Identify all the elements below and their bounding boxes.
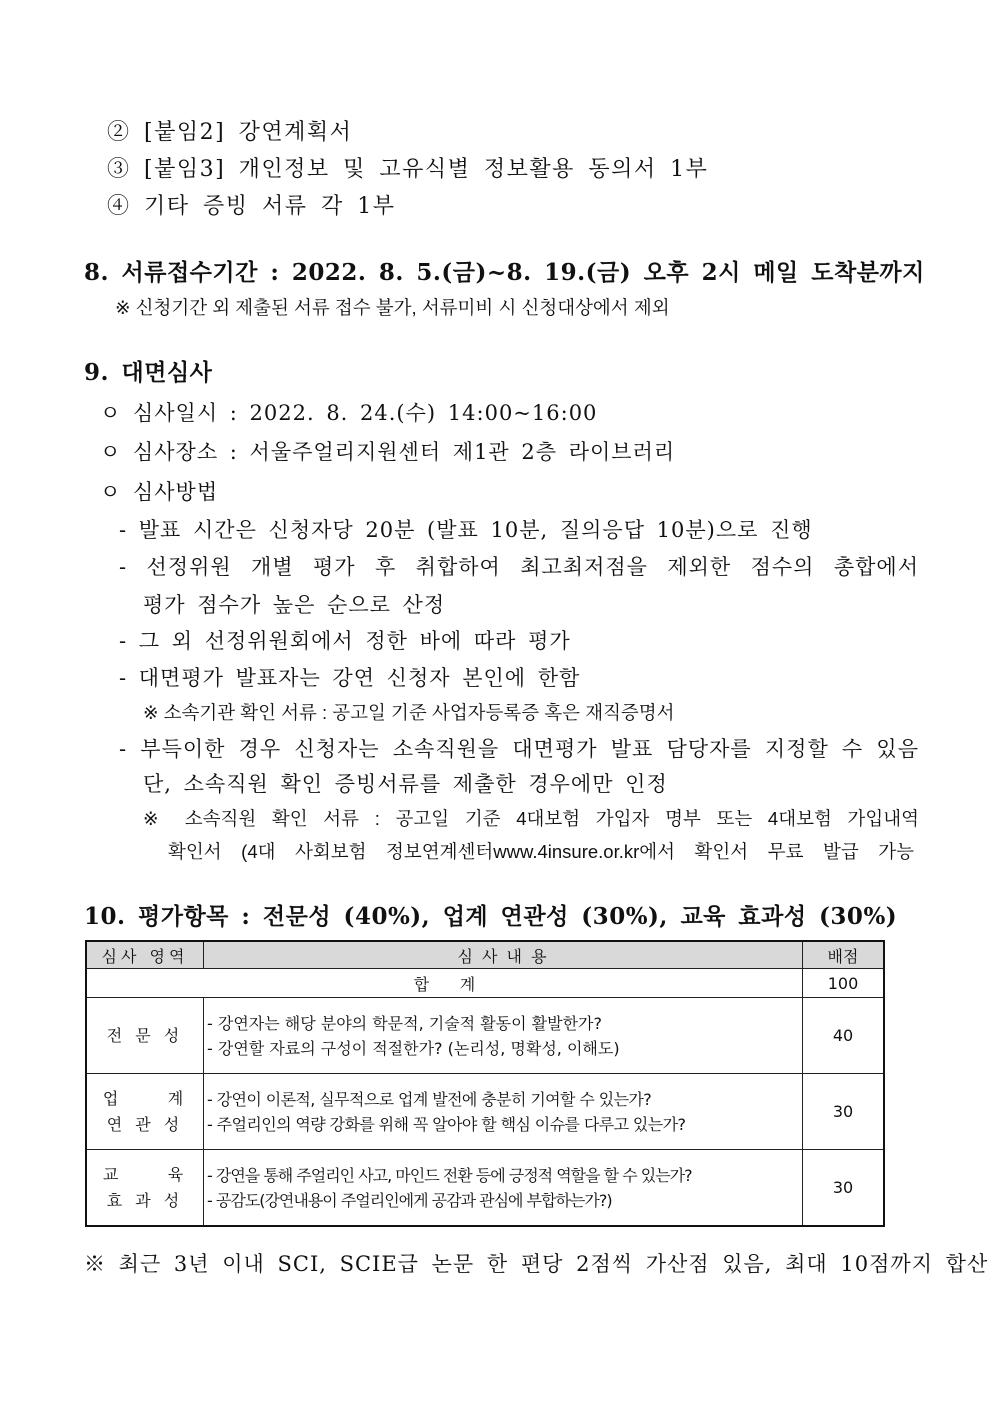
bonus-footnote: ※ 최근 3년 이내 SCI, SCIE급 논문 한 편당 2점씩 가산점 있음, 최대 10점까지 합산 [84, 1252, 989, 1276]
total-label: 합 계 [86, 969, 803, 998]
content-cell [204, 1150, 803, 1227]
header-content: 심 사 내 용 [204, 941, 803, 969]
section-8-note: ※ 신청기간 외 제출된 서류 접수 불가, 서류미비 시 신청대상에서 제외 [115, 297, 670, 318]
score-cell: 40 [803, 998, 885, 1074]
method-item: - 대면평가 발표자는 강연 신청자 본인에 한함 [119, 666, 581, 690]
content-line: - 강연자는 해당 분야의 학문적, 기술적 활동이 활발한가? [207, 1013, 602, 1033]
content-line: - 강연할 자료의 구성이 적절한가? (논리성, 명확성, 이해도) [207, 1038, 620, 1058]
method-note: ※ 소속기관 확인 서류 : 공고일 기준 사업자등록증 혹은 재직증명서 [143, 702, 675, 723]
table-row [86, 1074, 884, 1150]
review-date: ㅇ 심사일시 : 2022. 8. 24.(수) 14:00~16:00 [100, 401, 598, 425]
area-cell [86, 998, 204, 1074]
method-item: - 부득이한 경우 신청자는 소속직원을 대면평가 발표 담당자를 지정할 수 있음 [119, 737, 919, 761]
content-line: - 주얼리인의 역량 강화를 위해 꼭 알아야 할 핵심 이슈를 다루고 있는가? [207, 1114, 686, 1134]
area-label: 교 육 [102, 1164, 188, 1184]
score-cell: 30 [803, 1074, 885, 1150]
review-method: ㅇ 심사방법 [100, 480, 219, 504]
method-item-continuation: 단, 소속직원 확인 증빙서류를 제출한 경우에만 인정 [143, 772, 668, 796]
area-label: 업 계 [102, 1088, 188, 1108]
method-item-continuation: 평가 점수가 높은 순으로 산정 [143, 593, 446, 617]
section-9-heading: 9. 대면심사 [84, 359, 213, 386]
method-item: - 선정위원 개별 평가 후 취합하여 최고최저점을 제외한 점수의 총합에서 [119, 555, 919, 579]
area-label: 효 과 성 [106, 1190, 184, 1210]
area-label: 연 관 성 [106, 1114, 184, 1134]
score-cell: 30 [803, 1150, 885, 1227]
section-8-heading: 8. 서류접수기간 : 2022. 8. 5.(금)~8. 19.(금) 오후 2시 메일 도착분까지 [84, 259, 925, 286]
content-cell [204, 998, 803, 1074]
total-score: 100 [803, 969, 885, 998]
section-10-heading: 10. 평가항목 : 전문성 (40%), 업계 연관성 (30%), 교육 효과성 (30%) [84, 903, 898, 930]
attachment-item: ③ [붙임3] 개인정보 및 고유식별 정보활용 동의서 1부 [107, 157, 709, 182]
method-note-continuation: 확인서 (4대 사회보험 정보연계센터www.4insure.or.kr에서 확인서 무료 발급 가능 [168, 841, 914, 862]
content-line: - 강연이 이론적, 실무적으로 업계 발전에 충분히 기여할 수 있는가? [207, 1089, 652, 1109]
area-cell [86, 1074, 204, 1150]
area-label: 전 문 성 [106, 1025, 184, 1045]
total-row [86, 969, 884, 998]
header-area: 심사 영역 [86, 941, 204, 969]
header-score: 배점 [803, 941, 885, 969]
table-row [86, 998, 884, 1074]
content-cell [204, 1074, 803, 1150]
table-header-row [86, 941, 884, 969]
attachment-item: ④ 기타 증빙 서류 각 1부 [107, 194, 396, 219]
method-item: - 발표 시간은 신청자당 20분 (발표 10분, 질의응답 10분)으로 진행 [119, 518, 813, 542]
method-item: - 그 외 선정위원회에서 정한 바에 따라 평가 [119, 629, 571, 653]
area-cell [86, 1150, 204, 1227]
evaluation-table [85, 940, 885, 1227]
content-line: - 강연을 통해 주얼리인 사고, 마인드 전환 등에 긍정적 역할을 할 수 있는가? [207, 1165, 692, 1185]
content-line: - 공감도(강연내용이 주얼리인에게 공감과 관심에 부합하는가?) [207, 1190, 612, 1210]
review-place: ㅇ 심사장소 : 서울주얼리지원센터 제1관 2층 라이브러리 [100, 440, 676, 464]
method-note: ※ 소속직원 확인 서류 : 공고일 기준 4대보험 가입자 명부 또는 4대보험 가입내역 [143, 808, 919, 829]
attachment-item: ② [붙임2] 강연계획서 [107, 120, 353, 145]
table-row [86, 1150, 884, 1227]
